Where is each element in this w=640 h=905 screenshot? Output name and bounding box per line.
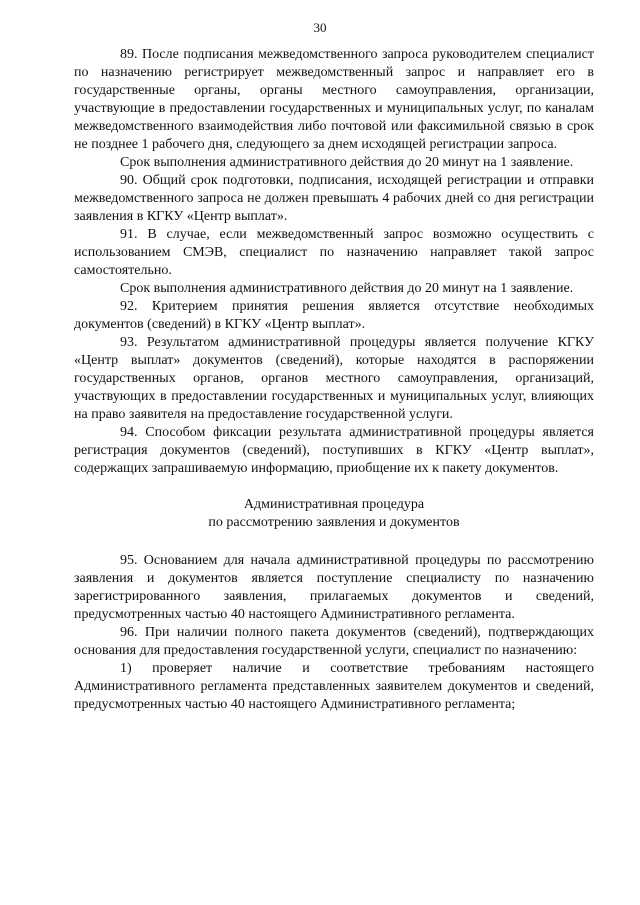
paragraph-94: 94. Способом фиксации результата административной процедуры является регистрация документов (сведений), поступивших в КГКУ «Центр выплат», содержащих запрашиваемую информацию, приобщение их к пакету документов.: [74, 425, 594, 476]
section-heading: [74, 496, 594, 532]
paragraph-93: 93. Результатом административной процедуры является получение КГКУ «Центр выплат» документов (сведений), которые находятся в распоряжении государственных органов, органов местного самоуправления, организаций, участвующих в предоставлении государственных и муниципальных услуг, влияющих на право заявителя на предоставление государственной услуги.: [74, 335, 594, 422]
paragraph-96: 96. При наличии полного пакета документов (сведений), подтверждающих основания для предоставления государственной услуги, специалист по назначению:: [74, 625, 594, 658]
section-heading-line-2: по рассмотрению заявления и документов: [208, 515, 460, 530]
paragraph-91: 91. В случае, если межведомственный запрос возможно осуществить с использованием СМЭВ, специалист по назначению направляет такой запрос самостоятельно.: [74, 227, 594, 278]
paragraph-91-deadline: Срок выполнения административного действия до 20 минут на 1 заявление.: [120, 281, 574, 296]
paragraph-95: 95. Основанием для начала административной процедуры по рассмотрению заявления и документов является поступление специалисту по назначению зарегистрированного заявления, прилагаемых документов и сведений, предусмотренных частью 40 настоящего Административного регламента.: [74, 553, 594, 622]
paragraph-90: 90. Общий срок подготовки, подписания, исходящей регистрации и отправки межведомственного запроса не должен превышать 4 рабочих дней со дня регистрации заявления в КГКУ «Центр выплат».: [74, 173, 594, 224]
document-body: [74, 46, 594, 714]
paragraph-96-item-1: 1) проверяет наличие и соответствие требованиям настоящего Административного регламента представленных заявителем документов и сведений, предусмотренных частью 40 настоящего Административного регламента;: [74, 661, 594, 712]
page-number: 30: [313, 20, 327, 35]
paragraph-89-deadline: Срок выполнения административного действия до 20 минут на 1 заявление.: [120, 155, 574, 170]
section-heading-line-1: Административная процедура: [243, 497, 425, 512]
paragraph-92: 92. Критерием принятия решения является отсутствие необходимых документов (сведений) в КГКУ «Центр выплат».: [74, 299, 594, 332]
paragraph-89: 89. После подписания межведомственного запроса руководителем специалист по назначению регистрирует межведомственный запрос и направляет его в государственные органы, органы местного самоуправления, организации, участвующие в предоставлении государственных и муниципальных услуг, по каналам межведомственного взаимодействия либо почтовой или факсимильной связью в срок не позднее 1 рабочего дня, следующего за днем исходящей регистрации запроса.: [74, 47, 594, 152]
